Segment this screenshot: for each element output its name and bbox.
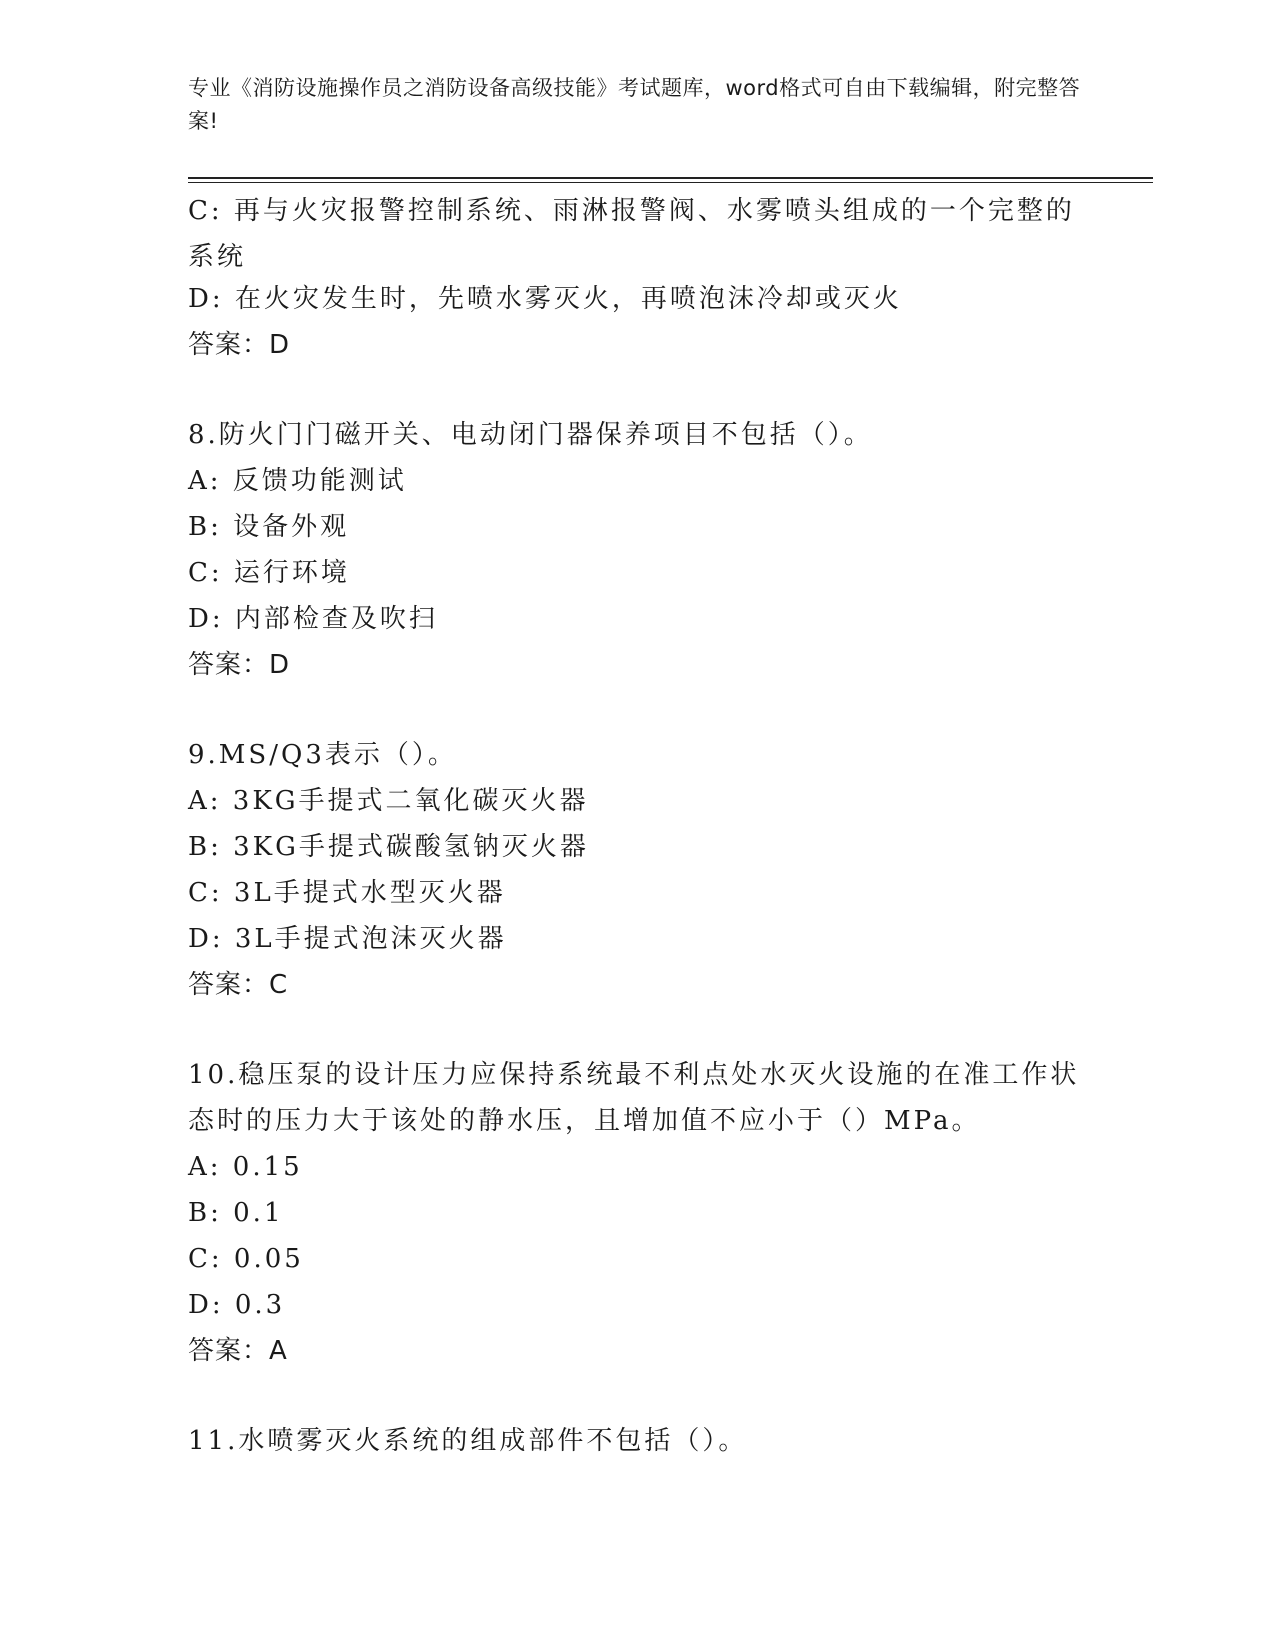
option-a: A: 3KG手提式二氧化碳灭火器 [188, 786, 589, 816]
option-c: C: 3L手提式水型灭火器 [188, 878, 506, 908]
option-d: D: 3L手提式泡沫灭火器 [188, 924, 507, 954]
question-stem: 9.MS/Q3表示（）。 [188, 740, 457, 770]
answer-label: 答案：D [188, 650, 291, 680]
option-b: B: 设备外观 [188, 512, 350, 542]
document-header: 专业《消防设施操作员之消防设备高级技能》考试题库，word格式可自由下载编辑，附完整答案! [188, 76, 1081, 133]
option-b: B: 0.1 [188, 1198, 284, 1228]
option-a: A: 0.15 [188, 1152, 303, 1182]
option-c: C: 0.05 [188, 1244, 304, 1274]
answer-label: 答案：D [188, 330, 291, 360]
option-c: C: 再与火灾报警控制系统、雨淋报警阀、水雾喷头组成的一个完整的系统 [188, 196, 1075, 272]
question-stem: 8.防火门门磁开关、电动闭门器保养项目不包括（）。 [188, 420, 873, 450]
question-content [188, 188, 1088, 1464]
question-stem: 11.水喷雾灭火系统的组成部件不包括（）。 [188, 1426, 748, 1456]
option-b: B: 3KG手提式碳酸氢钠灭火器 [188, 832, 589, 862]
answer-label: 答案：C [188, 970, 289, 1000]
question-stem: 10.稳压泵的设计压力应保持系统最不利点处水灭火设施的在准工作状态时的压力大于该处的静水压，且增加值不应小于（）MPa。 [188, 1060, 1080, 1136]
header-divider-thick [188, 177, 1153, 179]
answer-label: 答案：A [188, 1336, 288, 1366]
header-divider-thin [188, 182, 1153, 183]
option-d: D: 0.3 [188, 1290, 286, 1320]
option-c: C: 运行环境 [188, 558, 350, 588]
option-d: D: 在火灾发生时，先喷水雾灭火，再喷泡沫冷却或灭火 [188, 284, 902, 314]
option-d: D: 内部检查及吹扫 [188, 604, 438, 634]
option-a: A: 反馈功能测试 [188, 466, 407, 496]
